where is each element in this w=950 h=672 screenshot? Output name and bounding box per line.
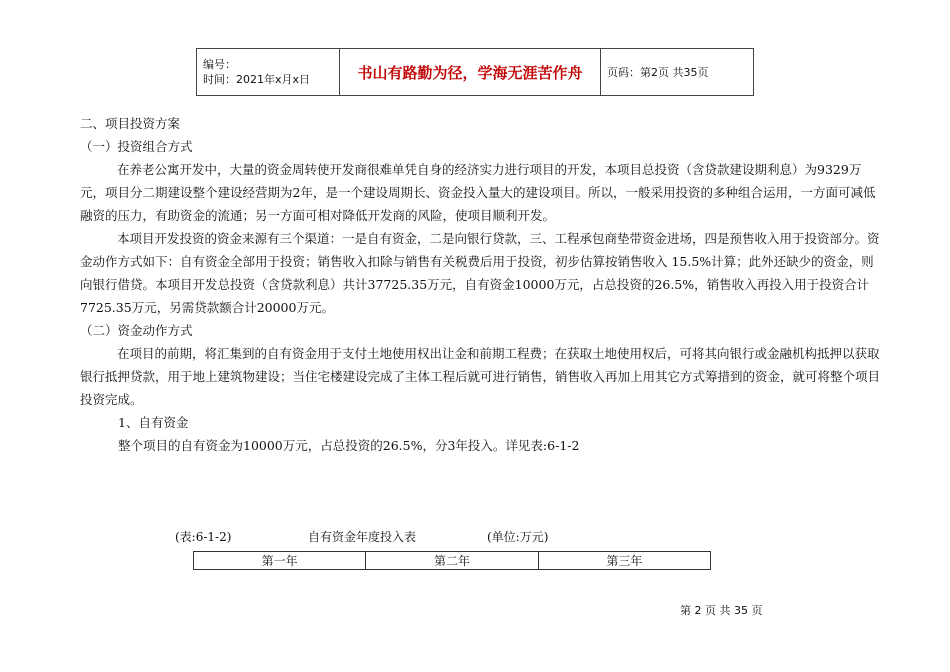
paragraph-2: 本项目开发投资的资金来源有三个渠道：一是自有资金，二是向银行贷款，三、工程承包商垫带资金进场，四是预售收入用于投资部分。资金动作方式如下：自有资金全部用于投资；销售收入扣除与销售有关税费后用于投资，初步估算按销售收入 15.5%计算；此外还缺少的资金，则向银行借贷。本项目开发总投资（含贷款利息）共计37725.35万元，自有资金10000万元，占总投资的26.5%，销售收入再投入用于投资合计7725.35万元，另需贷款额合计20000万元。 (80, 231, 880, 315)
table-header-cell: 第二年 (366, 552, 538, 570)
table-title: 自有资金年度投入表 (308, 530, 417, 544)
subsection-title-1: （一）投资组合方式 (80, 139, 193, 154)
header-time: 时间：2021年x月x日 (203, 73, 311, 86)
document-body (80, 112, 880, 457)
paragraph-3: 在项目的前期，将汇集到的自有资金用于支付土地使用权出让金和前期工程费；在获取土地使用权后，可将其向银行或金融机构抵押以获取银行抵押贷款，用于地上建筑物建设；当住宅楼建设完成了主体工程后就可进行销售，销售收入再加上用其它方式筹措到的资金，就可将整个项目投资完成。 (80, 346, 881, 407)
investment-table (193, 551, 711, 570)
table-unit: (单位:万元) (487, 530, 549, 544)
table-label: (表:6-1-2) (175, 530, 232, 544)
item-title-1: 1、自有资金 (118, 415, 189, 430)
page-footer: 第 2 页 共 35 页 (680, 604, 763, 617)
header-page-info: 页码：第2页 共35页 (601, 49, 754, 96)
subsection-title-2: （二）资金动作方式 (80, 323, 193, 338)
section-title: 二、项目投资方案 (80, 116, 181, 131)
header-number-label: 编号： (203, 58, 236, 71)
table-header-row (194, 552, 711, 570)
header-meta (197, 49, 340, 96)
header-motto: 书山有路勤为径，学海无涯苦作舟 (340, 49, 601, 96)
paragraph-4: 整个项目的自有资金为10000万元，占总投资的26.5%，分3年投入。详见表:6-1-2 (118, 438, 580, 453)
page-header (196, 48, 754, 96)
table-header-cell: 第三年 (538, 552, 710, 570)
paragraph-1: 在养老公寓开发中，大量的资金周转使开发商很难单凭自身的经济实力进行项目的开发，本项目总投资（含贷款建设期利息）为9329万元，项目分二期建设整个建设经营期为2年，是一个建设周期长、资金投入量大的建设项目。所以，一般采用投资的多种组合运用，一方面可减低融资的压力，有助资金的流通；另一方面可相对降低开发商的风险，使项目顺利开发。 (80, 162, 876, 223)
table-header-cell: 第一年 (194, 552, 366, 570)
